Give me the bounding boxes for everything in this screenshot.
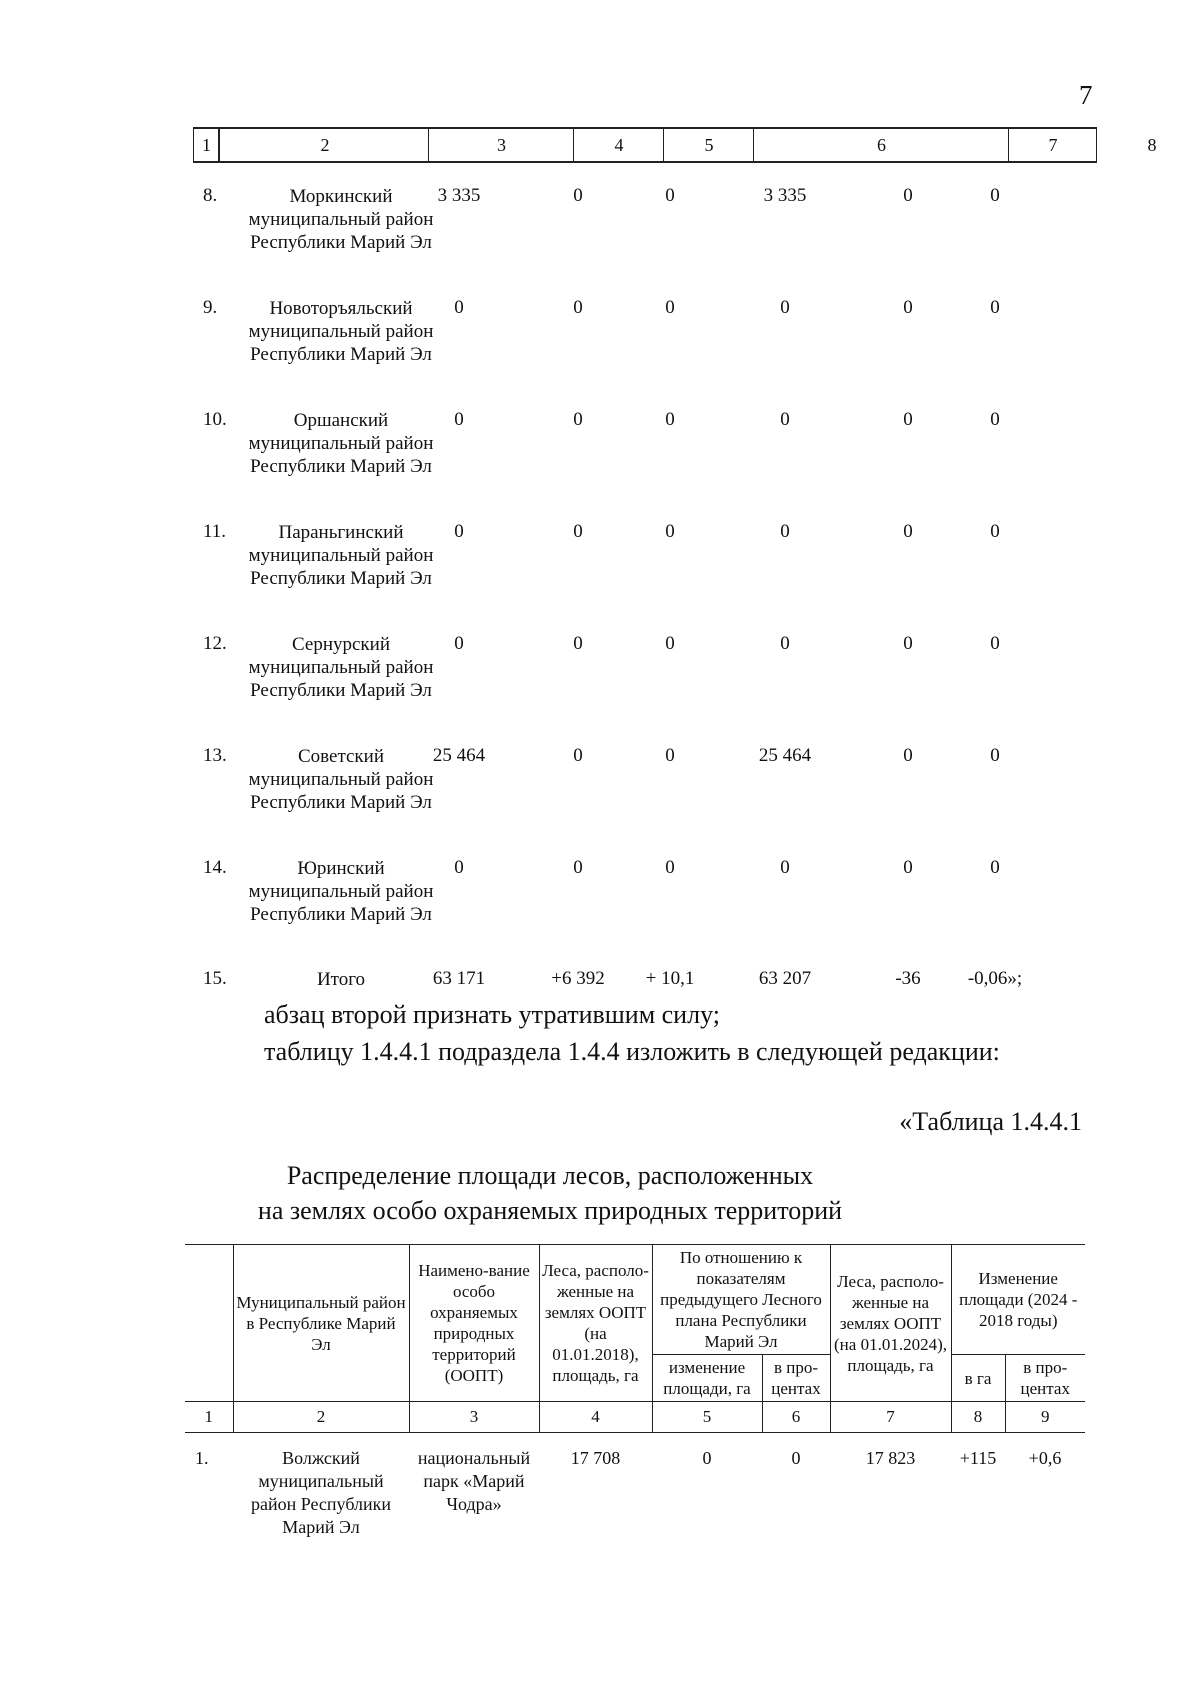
header-num-3: 3: [409, 1402, 539, 1433]
row-value-6: 63 207: [758, 968, 812, 989]
header-number-cell: [185, 1245, 233, 1402]
row-number: 9.: [203, 297, 218, 318]
header-forests-2018: Леса, располо-женные на землях ООПТ (на 01.01.2018), площадь, га: [539, 1245, 652, 1402]
header-num-1: 1: [185, 1402, 233, 1433]
row-value-3: 0: [454, 633, 464, 654]
row-value-7: 17 823: [865, 1448, 916, 1468]
header-num-2: 2: [233, 1402, 409, 1433]
header-col-4: 4: [573, 129, 664, 161]
row-value-4: 0: [573, 745, 583, 766]
row-district: Волжский муниципальный район Республики Марий Эл: [250, 1448, 392, 1537]
row-value-5: 0: [665, 409, 675, 430]
row-value-8: 0: [990, 857, 1000, 878]
row-value-7: 0: [903, 297, 913, 318]
row-value-5: 0: [665, 297, 675, 318]
table-reference: «Таблица 1.4.4.1: [899, 1107, 1082, 1136]
row-value-3: 0: [454, 409, 464, 430]
header-num-6: 6: [762, 1402, 830, 1433]
row-value-7: 0: [903, 409, 913, 430]
row-value-8: 0: [990, 297, 1000, 318]
row-value-5: 0: [702, 1448, 712, 1468]
row-district-name: Параньгинский муниципальный район Республики Марий Эл: [248, 522, 434, 589]
row-value-3: 0: [454, 521, 464, 542]
header-col-7: 7: [1008, 129, 1097, 161]
page-number: 7: [1079, 80, 1093, 110]
row-value-3: 25 464: [432, 745, 486, 766]
row-value-5: 0: [665, 745, 675, 766]
row-number: 10.: [203, 409, 227, 430]
row-value-4: 17 708: [570, 1448, 621, 1468]
row-value-7: -36: [895, 968, 921, 989]
header-relation: По отношению к показателям предыдущего Лесного плана Республики Марий Эл: [652, 1245, 830, 1355]
row-value-7: 0: [903, 745, 913, 766]
row-district-name: Юринский муниципальный район Республики Марий Эл: [248, 858, 434, 925]
row-value-3: 0: [454, 857, 464, 878]
table-row: [185, 1433, 1085, 1542]
row-value-6: 3 335: [763, 185, 807, 206]
row-value-8: 0: [990, 633, 1000, 654]
header-num-8: 8: [951, 1402, 1005, 1433]
paragraph-repeal: абзац второй признать утратившим силу;: [264, 1000, 720, 1029]
header-col-5: 5: [663, 129, 754, 161]
row-number: 8.: [203, 185, 218, 206]
row-number: 11.: [203, 521, 227, 542]
row-value-8: 0: [990, 185, 1000, 206]
row-value-8: +115: [959, 1448, 997, 1468]
paragraph-amend: таблицу 1.4.4.1 подраздела 1.4.4 изложить в следующей редакции:: [264, 1037, 1000, 1066]
header-num-7: 7: [830, 1402, 951, 1433]
row-number: 15.: [203, 968, 227, 989]
row-district-name: Моркинский муниципальный район Республики Марий Эл: [248, 186, 434, 253]
row-value-6: 0: [780, 297, 790, 318]
row-value-5: 0: [665, 185, 675, 206]
header-area-percent: в про-центах: [1005, 1355, 1085, 1402]
row-oopt: национальный парк «Марий Чодра»: [417, 1448, 531, 1514]
header-num-9: 9: [1005, 1402, 1085, 1433]
row-value-8: 0: [990, 409, 1000, 430]
row-district-name: Советский муниципальный район Республики Марий Эл: [248, 746, 434, 813]
row-number: 1.: [195, 1448, 209, 1468]
row-value-7: 0: [903, 857, 913, 878]
header-col-8: 8: [1096, 129, 1200, 161]
row-value-3: 63 171: [432, 968, 486, 989]
row-value-7: 0: [903, 185, 913, 206]
table-oopt-forests: [185, 1244, 1085, 1541]
row-value-4: 0: [573, 185, 583, 206]
header-col-3: 3: [428, 129, 574, 161]
row-value-8: 0: [990, 745, 1000, 766]
row-district-name: Сернурский муниципальный район Республики Марий Эл: [248, 634, 434, 701]
row-district-name: Оршанский муниципальный район Республики Марий Эл: [248, 410, 434, 477]
row-value-5: + 10,1: [645, 968, 695, 989]
table-continuation: [193, 127, 1157, 163]
row-value-3: 0: [454, 297, 464, 318]
row-value-4: 0: [573, 633, 583, 654]
row-value-5: 0: [665, 633, 675, 654]
row-value-6: 0: [791, 1448, 801, 1468]
row-value-5: 0: [665, 521, 675, 542]
row-value-4: 0: [573, 297, 583, 318]
table-header-numbers: [193, 127, 1157, 163]
row-number: 14.: [203, 857, 227, 878]
row-number: 13.: [203, 745, 227, 766]
row-value-8: 0: [990, 521, 1000, 542]
row-value-4: 0: [573, 857, 583, 878]
row-value-8: -0,06»;: [967, 968, 1023, 989]
row-value-7: 0: [903, 633, 913, 654]
table-title-line-2: на землях особо охраняемых природных территорий: [257, 1196, 843, 1225]
header-num-5: 5: [652, 1402, 762, 1433]
header-num-4: 4: [539, 1402, 652, 1433]
row-value-6: 25 464: [758, 745, 812, 766]
header-col-2: 2: [218, 129, 430, 161]
row-value-3: 3 335: [437, 185, 481, 206]
header-area-ha: в га: [951, 1355, 1005, 1402]
header-relation-change: изменение площади, га: [652, 1355, 762, 1402]
header-relation-percent: в про-центах: [762, 1355, 830, 1402]
row-value-7: 0: [903, 521, 913, 542]
header-col-6: 6: [753, 129, 1009, 161]
row-value-6: 0: [780, 521, 790, 542]
row-value-4: +6 392: [551, 968, 605, 989]
header-oopt-name: Наимено-вание особо охраняемых природных территорий (ООПТ): [409, 1245, 539, 1402]
row-district-name: Новоторъяльский муниципальный район Республики Марий Эл: [248, 298, 434, 365]
row-value-6: 0: [780, 409, 790, 430]
table-title: [200, 1158, 900, 1228]
header-col-1: 1: [193, 129, 219, 161]
row-value-4: 0: [573, 521, 583, 542]
row-value-4: 0: [573, 409, 583, 430]
header-district: Муниципальный район в Республике Марий Эл: [233, 1245, 409, 1402]
header-area-change: Изменение площади (2024 - 2018 годы): [951, 1245, 1085, 1355]
row-value-9: +0,6: [1028, 1448, 1062, 1468]
row-value-5: 0: [665, 857, 675, 878]
row-number: 12.: [203, 633, 227, 654]
row-value-6: 0: [780, 633, 790, 654]
row-district-name: Итого: [316, 969, 366, 990]
header-forests-2024: Леса, располо-женные на землях ООПТ (на 01.01.2024), площадь, га: [830, 1245, 951, 1402]
table-title-line-1: Распределение площади лесов, расположенных: [286, 1161, 814, 1190]
row-value-6: 0: [780, 857, 790, 878]
